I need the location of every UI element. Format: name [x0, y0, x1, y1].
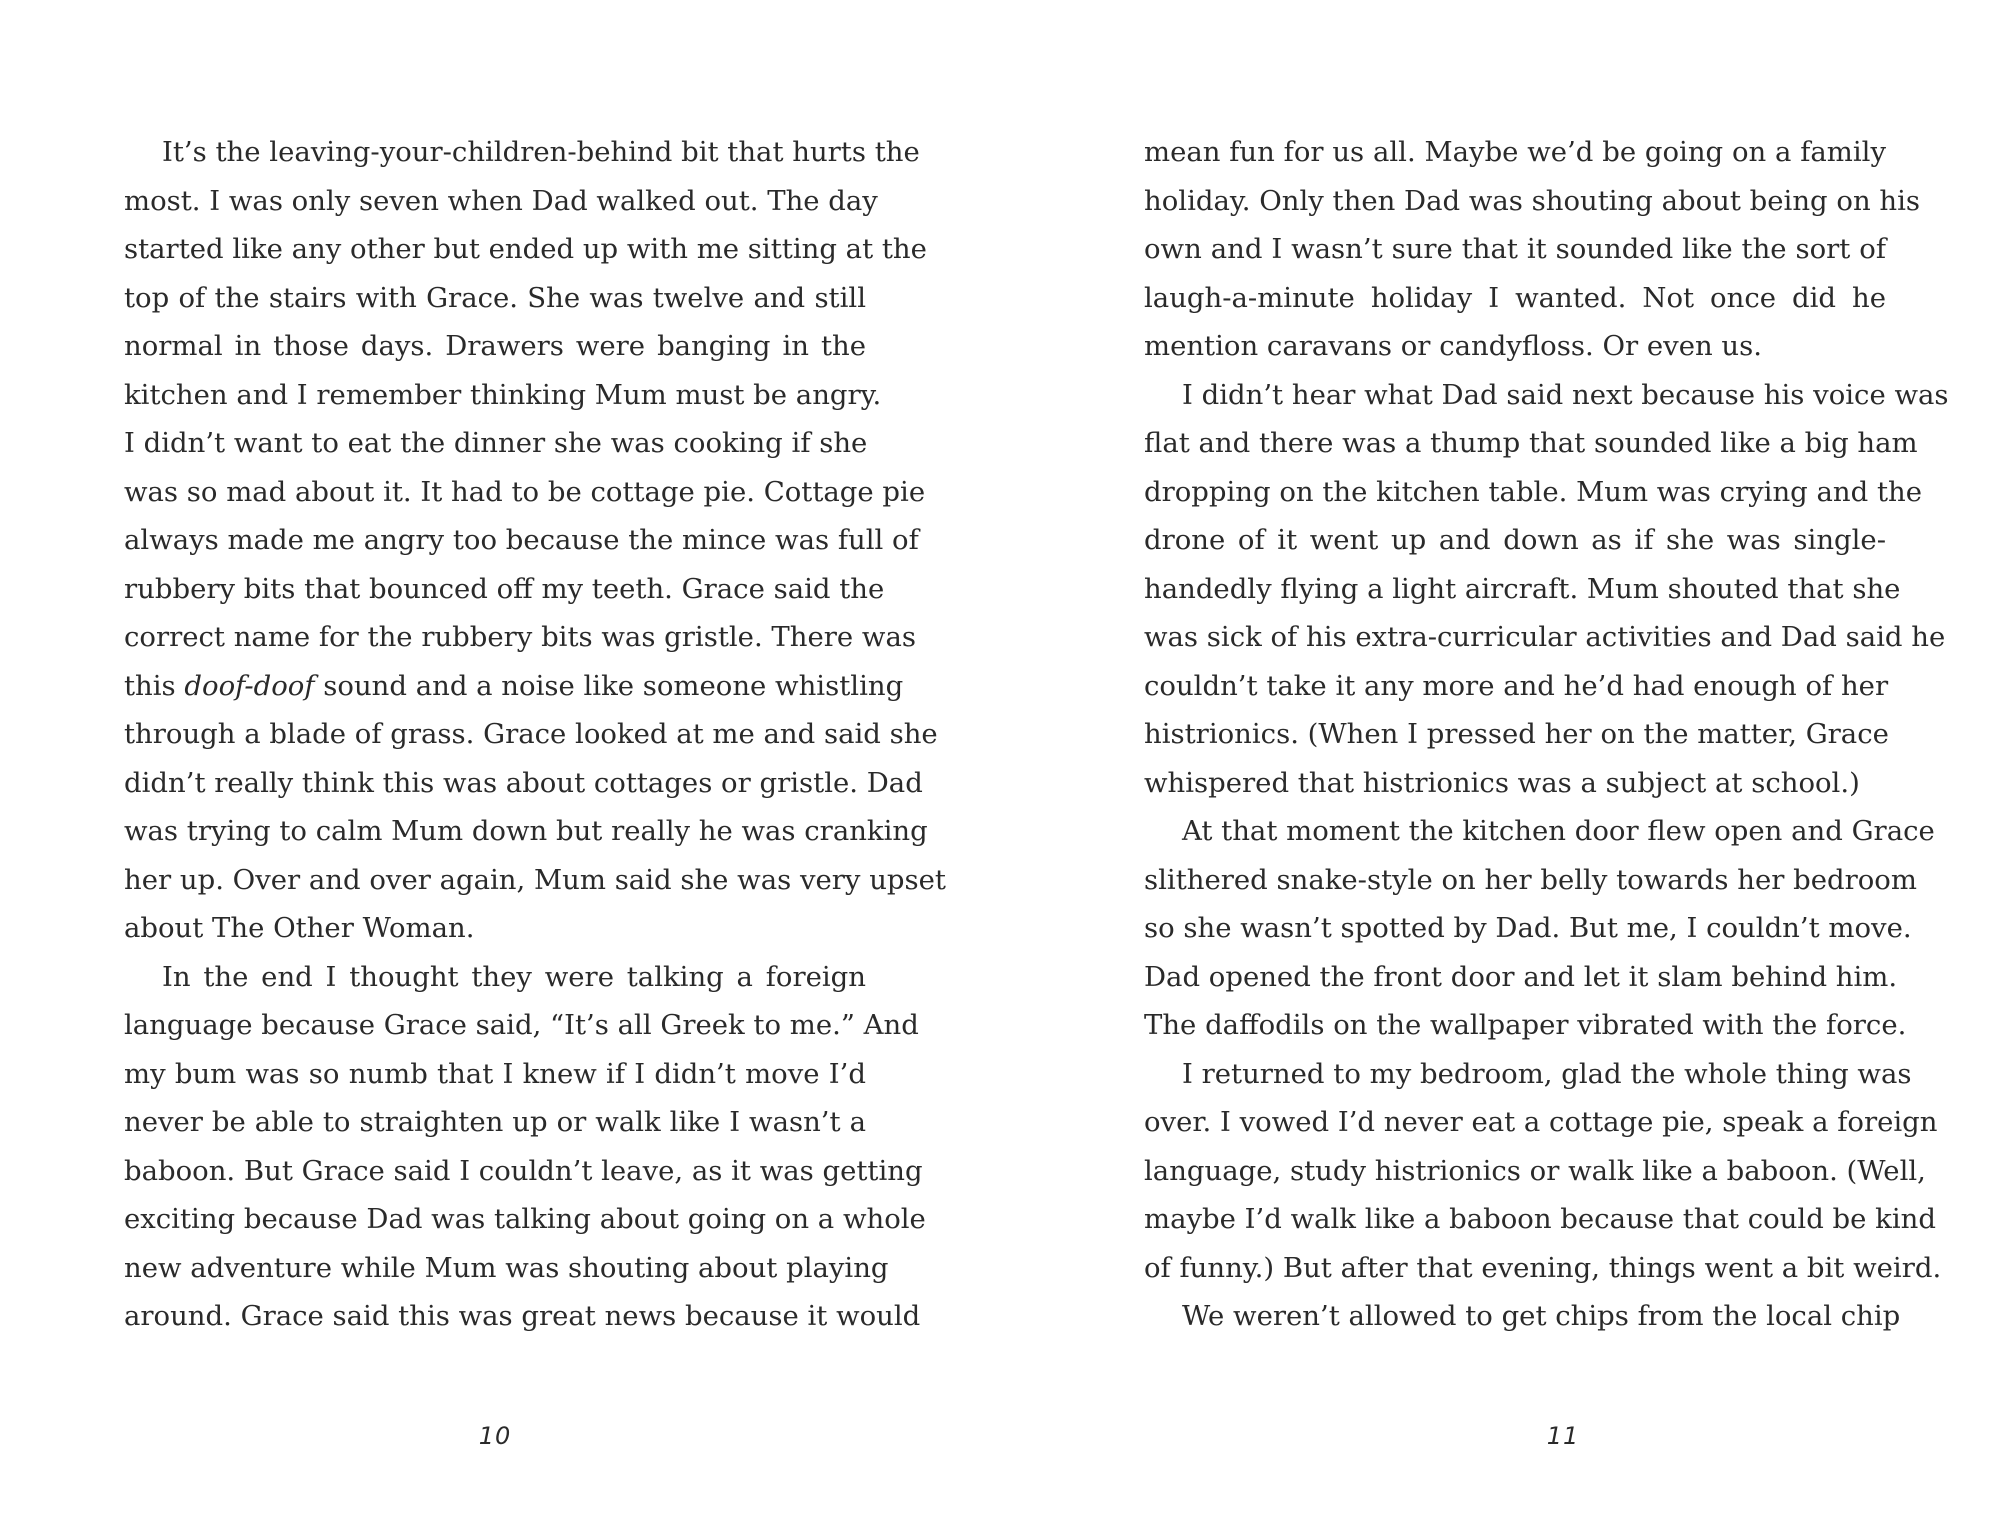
right-page — [1000, 0, 2000, 1524]
text-line-with-italic: this doof-doof sound and a noise like someone whistling — [124, 669, 904, 702]
text-line: drone of it went up and down as if she was single- — [1144, 524, 1886, 556]
text-line: laugh-a-minute holiday I wanted. Not once did he — [1144, 281, 1886, 314]
text-line: around. Grace said this was great news because it would — [124, 1300, 921, 1332]
text-line: top of the stairs with Grace. She was twelve and still — [124, 281, 866, 314]
text-line: dropping on the kitchen table. Mum was crying and the — [1144, 475, 1923, 508]
text-line: whispered that histrionics was a subject at school.) — [1144, 766, 1860, 799]
text-line: was trying to calm Mum down but really he was cranking — [124, 815, 928, 847]
text-line: was sick of his extra-curricular activities and Dad said he — [1144, 621, 1946, 653]
text-line: holiday. Only then Dad was shouting about being on his — [1144, 184, 1921, 217]
text-line: normal in those days. Drawers were banging in the — [124, 330, 866, 362]
text-line: language, study histrionics or walk like a baboon. (Well, — [1144, 1154, 1926, 1187]
text-line: Dad opened the front door and let it slam behind him. — [1144, 960, 1898, 993]
text-line: baboon. But Grace said I couldn’t leave, as it was getting — [124, 1154, 923, 1187]
text-line: In the end I thought they were talking a foreign — [162, 960, 866, 993]
text-line: mean fun for us all. Maybe we’d be going on a family — [1144, 136, 1886, 168]
text-line: I returned to my bedroom, glad the whole thing was — [1182, 1057, 1912, 1090]
text-line: of funny.) But after that evening, things went a bit weird. — [1144, 1251, 1942, 1284]
text-line: was so mad about it. It had to be cottage pie. Cottage pie — [124, 475, 926, 508]
text-line: rubbery bits that bounced off my teeth. Grace said the — [124, 572, 885, 605]
text-line: language because Grace said, “It’s all Greek to me.” And — [124, 1009, 919, 1041]
text-line: slithered snake-style on her belly towards her bedroom — [1144, 863, 1917, 896]
text-line: own and I wasn’t sure that it sounded like the sort of — [1144, 233, 1886, 265]
text-line: histrionics. (When I pressed her on the matter, Grace — [1144, 718, 1889, 750]
text-line: most. I was only seven when Dad walked out. The day — [124, 184, 878, 217]
text-line: The daffodils on the wallpaper vibrated with the force. — [1144, 1009, 1907, 1041]
text-line: about The Other Woman. — [124, 912, 475, 944]
text-line: kitchen and I remember thinking Mum must be angry. — [124, 378, 882, 411]
page-number: 10 — [478, 1422, 512, 1450]
text-line: couldn’t take it any more and he’d had enough of her — [1144, 669, 1889, 702]
text-line: always made me angry too because the mince was full of — [124, 524, 919, 556]
text-line: I didn’t hear what Dad said next because his voice was — [1182, 378, 1949, 411]
italic-phrase: doof-doof — [184, 669, 315, 702]
text-line: didn’t really think this was about cottages or gristle. Dad — [124, 766, 923, 799]
text-line: At that moment the kitchen door flew open and Grace — [1182, 815, 1935, 847]
text-line: We weren’t allowed to get chips from the local chip — [1182, 1300, 1901, 1332]
text-line: started like any other but ended up with me sitting at the — [124, 233, 927, 265]
page-number: 11 — [1546, 1422, 1580, 1450]
text-line: I didn’t want to eat the dinner she was cooking if she — [124, 427, 868, 459]
text-line: maybe I’d walk like a baboon because that could be kind — [1144, 1203, 1936, 1235]
text-line: mention caravans or candyfloss. Or even us. — [1144, 330, 1762, 362]
text-line: It’s the leaving-your-children-behind bit that hurts the — [162, 136, 920, 168]
right-page-text — [1144, 128, 1949, 1341]
text-line: flat and there was a thump that sounded like a big ham — [1144, 427, 1918, 459]
text-line: new adventure while Mum was shouting about playing — [124, 1251, 889, 1284]
text-line: correct name for the rubbery bits was gristle. There was — [124, 621, 916, 653]
text-line: her up. Over and over again, Mum said she was very upset — [124, 863, 946, 896]
left-page-text — [124, 128, 946, 1341]
text-line: exciting because Dad was talking about going on a whole — [124, 1203, 926, 1235]
text-line: never be able to straighten up or walk like I wasn’t a — [124, 1106, 866, 1138]
text-line: so she wasn’t spotted by Dad. But me, I couldn’t move. — [1144, 912, 1912, 944]
text-line: through a blade of grass. Grace looked at me and said she — [124, 718, 938, 750]
text-line: handedly flying a light aircraft. Mum shouted that she — [1144, 572, 1901, 605]
text-line: over. I vowed I’d never eat a cottage pie, speak a foreign — [1144, 1106, 1938, 1138]
text-line: my bum was so numb that I knew if I didn’t move I’d — [124, 1057, 866, 1090]
